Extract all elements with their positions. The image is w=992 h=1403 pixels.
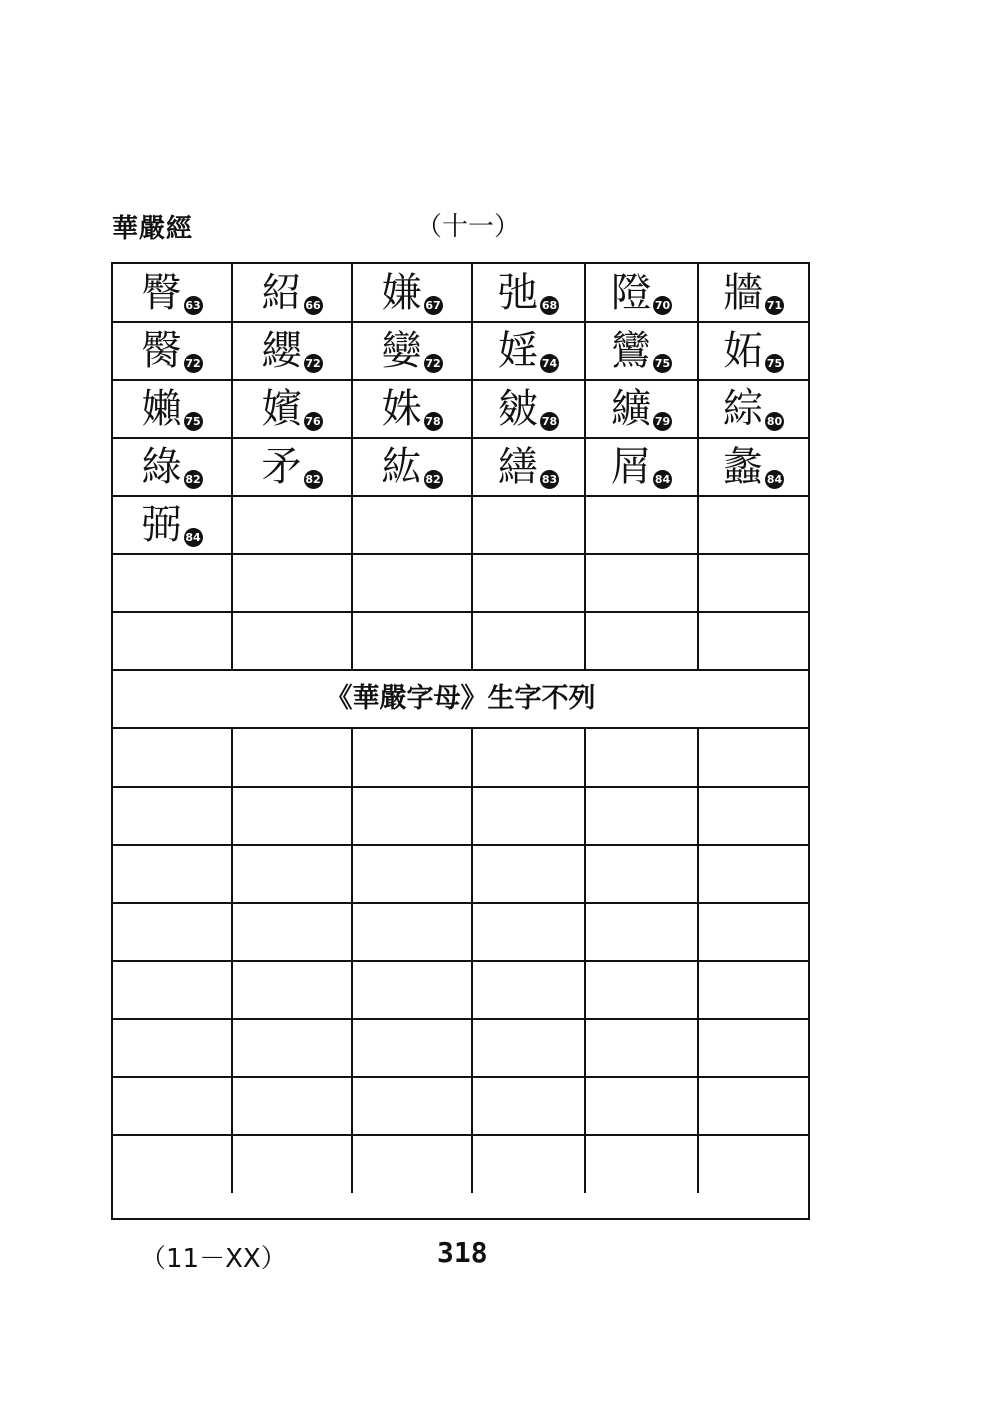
grid-cell [113, 264, 232, 322]
reference-number-badge: 84 [653, 470, 672, 489]
grid-cell-empty [698, 1019, 808, 1077]
grid-cell-empty [698, 1135, 808, 1193]
grid-cell-empty [472, 1077, 585, 1135]
grid-cell-empty [113, 554, 232, 612]
grid-cell [113, 496, 232, 554]
grid-cell-empty [585, 612, 698, 670]
grid-row-empty [113, 845, 808, 903]
character: 紘 [381, 444, 422, 490]
grid-cell-empty [232, 729, 352, 787]
grid-row-empty [113, 787, 808, 845]
grid-cell-empty [232, 961, 352, 1019]
character: 繕 [498, 444, 538, 490]
character: 隥 [611, 269, 651, 316]
reference-number-badge: 67 [424, 296, 443, 315]
character: 矛 [261, 444, 302, 490]
grid-cell-empty [698, 1077, 808, 1135]
grid-cell [232, 380, 352, 438]
grid-cell [585, 380, 698, 438]
reference-number-badge: 75 [765, 354, 784, 373]
grid-row-empty [113, 1077, 808, 1135]
grid-cell-empty [472, 961, 585, 1019]
grid-cell-empty [113, 961, 232, 1019]
character: 綜 [723, 386, 763, 432]
grid-row-empty [113, 1135, 808, 1193]
reference-number-badge: 84 [184, 528, 203, 547]
reference-number-badge: 74 [540, 354, 559, 373]
grid-cell-empty [113, 612, 232, 670]
character: 嬾 [141, 386, 182, 432]
grid-cell-empty [232, 554, 352, 612]
reference-number-badge: 75 [184, 412, 203, 431]
grid-cell-empty [113, 787, 232, 845]
grid-cell-empty [232, 1077, 352, 1135]
grid-cell-empty [113, 903, 232, 961]
grid-cell-empty [352, 612, 472, 670]
grid-cell-empty [698, 845, 808, 903]
character-table-top [113, 264, 808, 671]
grid-row-empty [113, 554, 808, 612]
grid-cell-empty [232, 845, 352, 903]
character: 纊 [611, 386, 651, 432]
grid-cell-empty [472, 612, 585, 670]
grid-row [113, 438, 808, 496]
grid-cell-empty [352, 1135, 472, 1193]
grid-cell [113, 438, 232, 496]
reference-number-badge: 72 [184, 354, 203, 373]
character: 綠 [141, 444, 182, 490]
grid-cell [352, 322, 472, 380]
character: 紹 [261, 269, 302, 316]
character-grid [111, 262, 810, 1220]
grid-cell-empty [698, 903, 808, 961]
grid-cell-empty [585, 554, 698, 612]
grid-cell-empty [113, 1019, 232, 1077]
grid-cell-empty [585, 1019, 698, 1077]
grid-cell-empty [232, 612, 352, 670]
reference-number-badge: 72 [304, 354, 323, 373]
volume-code: （11－XX） [140, 1244, 287, 1274]
reference-number-badge: 84 [765, 470, 784, 489]
grid-row-empty [113, 903, 808, 961]
grid-cell [232, 264, 352, 322]
grid-row-empty [113, 729, 808, 787]
reference-number-badge: 63 [184, 296, 203, 315]
character: 弛 [498, 269, 538, 316]
grid-cell-empty [585, 845, 698, 903]
grid-cell-empty [232, 787, 352, 845]
reference-number-badge: 78 [424, 412, 443, 431]
character: 臋 [141, 328, 182, 374]
grid-cell [232, 496, 352, 554]
grid-cell-empty [113, 1135, 232, 1193]
grid-cell-empty [472, 1135, 585, 1193]
reference-number-badge: 72 [424, 354, 443, 373]
grid-cell-empty [352, 845, 472, 903]
reference-number-badge: 82 [424, 470, 443, 489]
grid-cell [352, 380, 472, 438]
grid-row-empty [113, 1019, 808, 1077]
grid-cell-empty [472, 787, 585, 845]
grid-cell-empty [232, 1135, 352, 1193]
grid-cell-empty [472, 1019, 585, 1077]
reference-number-badge: 82 [304, 470, 323, 489]
grid-cell-empty [698, 554, 808, 612]
grid-cell-empty [698, 612, 808, 670]
character-table-bottom [113, 729, 808, 1193]
grid-cell [472, 496, 585, 554]
grid-cell [585, 438, 698, 496]
grid-cell-empty [113, 729, 232, 787]
reference-number-badge: 68 [540, 296, 559, 315]
grid-cell-empty [352, 554, 472, 612]
character: 蠡 [723, 444, 763, 490]
grid-row [113, 264, 808, 322]
character: 姝 [381, 386, 422, 432]
grid-cell-empty [352, 903, 472, 961]
reference-number-badge: 71 [765, 296, 784, 315]
reference-number-badge: 80 [765, 412, 784, 431]
grid-cell [698, 496, 808, 554]
character: 鸞 [611, 328, 651, 374]
grid-cell [113, 380, 232, 438]
grid-cell [698, 322, 808, 380]
grid-cell-empty [585, 961, 698, 1019]
grid-cell-empty [585, 1077, 698, 1135]
grid-cell [352, 496, 472, 554]
grid-cell [472, 380, 585, 438]
grid-cell-empty [585, 903, 698, 961]
grid-cell-empty [585, 1135, 698, 1193]
grid-cell [585, 496, 698, 554]
character: 屑 [611, 444, 651, 490]
grid-cell-empty [472, 554, 585, 612]
grid-cell [113, 322, 232, 380]
grid-row-empty [113, 961, 808, 1019]
character: 婬 [498, 328, 538, 374]
reference-number-badge: 70 [653, 296, 672, 315]
grid-row [113, 380, 808, 438]
grid-cell-empty [698, 729, 808, 787]
grid-cell-empty [113, 845, 232, 903]
grid-cell-empty [232, 1019, 352, 1077]
character: 弼 [141, 502, 182, 548]
character: 嬪 [261, 386, 302, 432]
grid-cell-empty [352, 729, 472, 787]
reference-number-badge: 78 [540, 412, 559, 431]
grid-cell [232, 322, 352, 380]
reference-number-badge: 66 [304, 296, 323, 315]
character: 孌 [381, 328, 422, 374]
book-title: 華嚴經 [112, 214, 194, 244]
character: 牆 [723, 269, 763, 316]
grid-cell-empty [352, 1077, 472, 1135]
reference-number-badge: 75 [653, 354, 672, 373]
reference-number-badge: 76 [304, 412, 323, 431]
grid-row [113, 322, 808, 380]
grid-cell-empty [472, 903, 585, 961]
grid-cell-empty [352, 961, 472, 1019]
reference-number-badge: 79 [653, 412, 672, 431]
grid-cell-empty [472, 845, 585, 903]
grid-cell [232, 438, 352, 496]
grid-cell-empty [352, 1019, 472, 1077]
grid-cell [352, 264, 472, 322]
grid-cell [585, 264, 698, 322]
grid-cell-empty [585, 787, 698, 845]
section-banner: 《華嚴字母》生字不列 [113, 671, 808, 729]
grid-cell [472, 264, 585, 322]
character: 纓 [261, 328, 302, 374]
grid-cell-empty [698, 961, 808, 1019]
grid-cell [472, 322, 585, 380]
character: 臀 [141, 269, 182, 316]
character: 嫌 [381, 269, 422, 316]
grid-cell-empty [352, 787, 472, 845]
grid-cell-empty [472, 729, 585, 787]
grid-row [113, 496, 808, 554]
grid-cell [352, 438, 472, 496]
grid-row-empty [113, 612, 808, 670]
grid-cell-empty [232, 903, 352, 961]
grid-cell [585, 322, 698, 380]
page-number: 318 [437, 1236, 488, 1269]
character: 妬 [723, 328, 763, 374]
grid-cell [698, 264, 808, 322]
character: 皴 [498, 386, 538, 432]
grid-cell [698, 380, 808, 438]
grid-cell-empty [698, 787, 808, 845]
grid-cell-empty [113, 1077, 232, 1135]
grid-cell [472, 438, 585, 496]
grid-cell [698, 438, 808, 496]
reference-number-badge: 82 [184, 470, 203, 489]
reference-number-badge: 83 [540, 470, 559, 489]
grid-cell-empty [585, 729, 698, 787]
volume-number: （十一） [416, 212, 521, 242]
